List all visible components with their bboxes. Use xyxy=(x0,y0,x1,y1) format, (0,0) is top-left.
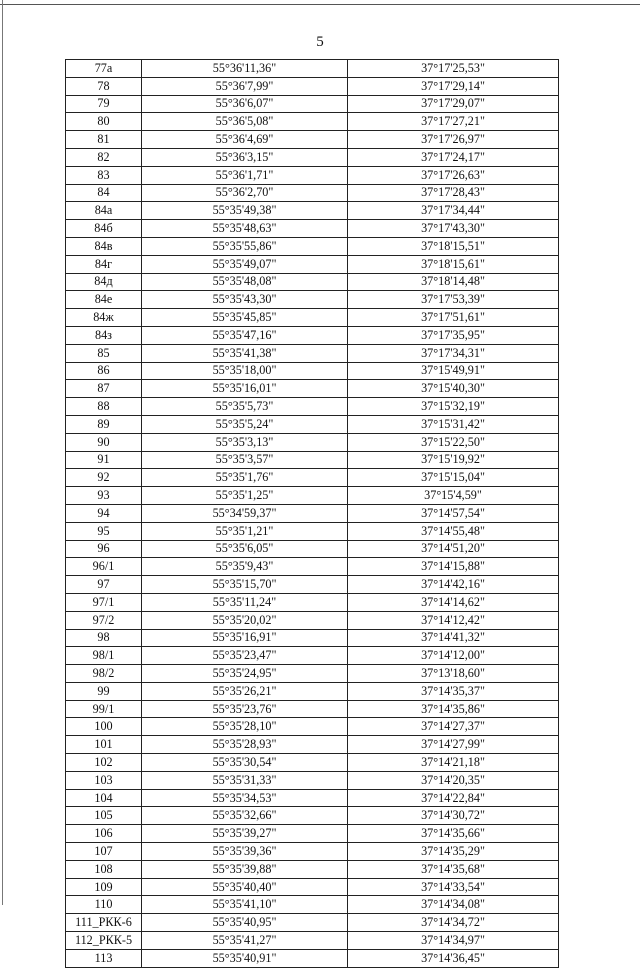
latitude-cell: 55°35'39,36" xyxy=(142,843,348,861)
longitude-cell: 37°15'31,42" xyxy=(348,415,559,433)
latitude-cell: 55°35'41,38" xyxy=(142,344,348,362)
latitude-cell: 55°35'32,66" xyxy=(142,807,348,825)
longitude-cell: 37°17'29,07" xyxy=(348,95,559,113)
table-row xyxy=(66,237,559,255)
table-row xyxy=(66,184,559,202)
table-row xyxy=(66,718,559,736)
latitude-cell: 55°35'3,13" xyxy=(142,433,348,451)
table-row xyxy=(66,131,559,149)
latitude-cell: 55°36'2,70" xyxy=(142,184,348,202)
longitude-cell: 37°18'15,61" xyxy=(348,255,559,273)
latitude-cell: 55°35'9,43" xyxy=(142,558,348,576)
longitude-cell: 37°17'26,97" xyxy=(348,131,559,149)
point-id-cell: 92 xyxy=(66,469,142,487)
table-row xyxy=(66,807,559,825)
latitude-cell: 55°35'40,95" xyxy=(142,914,348,932)
table-row xyxy=(66,398,559,416)
latitude-cell: 55°35'40,40" xyxy=(142,878,348,896)
latitude-cell: 55°35'18,00" xyxy=(142,362,348,380)
point-id-cell: 98/1 xyxy=(66,647,142,665)
point-id-cell: 88 xyxy=(66,398,142,416)
table-row xyxy=(66,949,559,967)
point-id-cell: 98 xyxy=(66,629,142,647)
table-row xyxy=(66,291,559,309)
longitude-cell: 37°17'53,39" xyxy=(348,291,559,309)
table-row xyxy=(66,148,559,166)
longitude-cell: 37°14'33,54" xyxy=(348,878,559,896)
point-id-cell: 96/1 xyxy=(66,558,142,576)
longitude-cell: 37°14'41,32" xyxy=(348,629,559,647)
table-row xyxy=(66,736,559,754)
longitude-cell: 37°17'26,63" xyxy=(348,166,559,184)
point-id-cell: 98/2 xyxy=(66,665,142,683)
point-id-cell: 113 xyxy=(66,949,142,967)
point-id-cell: 111_РКК-6 xyxy=(66,914,142,932)
latitude-cell: 55°36'1,71" xyxy=(142,166,348,184)
longitude-cell: 37°15'15,04" xyxy=(348,469,559,487)
point-id-cell: 84з xyxy=(66,326,142,344)
point-id-cell: 84г xyxy=(66,255,142,273)
latitude-cell: 55°35'6,05" xyxy=(142,540,348,558)
longitude-cell: 37°14'35,66" xyxy=(348,825,559,843)
longitude-cell: 37°14'35,37" xyxy=(348,682,559,700)
latitude-cell: 55°35'49,38" xyxy=(142,202,348,220)
coordinates-table-body xyxy=(66,60,559,968)
top-edge-rule xyxy=(0,4,640,5)
table-row xyxy=(66,522,559,540)
table-row xyxy=(66,593,559,611)
table-row xyxy=(66,220,559,238)
latitude-cell: 55°36'4,69" xyxy=(142,131,348,149)
latitude-cell: 55°35'43,30" xyxy=(142,291,348,309)
longitude-cell: 37°15'19,92" xyxy=(348,451,559,469)
point-id-cell: 100 xyxy=(66,718,142,736)
latitude-cell: 55°35'48,63" xyxy=(142,220,348,238)
table-row xyxy=(66,60,559,78)
longitude-cell: 37°14'57,54" xyxy=(348,504,559,522)
latitude-cell: 55°35'3,57" xyxy=(142,451,348,469)
longitude-cell: 37°15'4,59" xyxy=(348,487,559,505)
table-row xyxy=(66,326,559,344)
point-id-cell: 94 xyxy=(66,504,142,522)
table-row xyxy=(66,487,559,505)
table-row xyxy=(66,914,559,932)
point-id-cell: 99/1 xyxy=(66,700,142,718)
table-row xyxy=(66,754,559,772)
latitude-cell: 55°35'34,53" xyxy=(142,789,348,807)
longitude-cell: 37°14'21,18" xyxy=(348,754,559,772)
table-row xyxy=(66,362,559,380)
longitude-cell: 37°18'14,48" xyxy=(348,273,559,291)
point-id-cell: 96 xyxy=(66,540,142,558)
point-id-cell: 106 xyxy=(66,825,142,843)
point-id-cell: 85 xyxy=(66,344,142,362)
longitude-cell: 37°17'35,95" xyxy=(348,326,559,344)
point-id-cell: 97/1 xyxy=(66,593,142,611)
point-id-cell: 84а xyxy=(66,202,142,220)
point-id-cell: 84е xyxy=(66,291,142,309)
latitude-cell: 55°35'48,08" xyxy=(142,273,348,291)
table-row xyxy=(66,433,559,451)
point-id-cell: 90 xyxy=(66,433,142,451)
latitude-cell: 55°35'26,21" xyxy=(142,682,348,700)
latitude-cell: 55°35'41,10" xyxy=(142,896,348,914)
point-id-cell: 84в xyxy=(66,237,142,255)
point-id-cell: 84б xyxy=(66,220,142,238)
latitude-cell: 55°35'47,16" xyxy=(142,326,348,344)
table-row xyxy=(66,878,559,896)
point-id-cell: 110 xyxy=(66,896,142,914)
point-id-cell: 95 xyxy=(66,522,142,540)
table-row xyxy=(66,504,559,522)
longitude-cell: 37°17'28,43" xyxy=(348,184,559,202)
table-row xyxy=(66,95,559,113)
latitude-cell: 55°34'59,37" xyxy=(142,504,348,522)
latitude-cell: 55°35'30,54" xyxy=(142,754,348,772)
latitude-cell: 55°36'5,08" xyxy=(142,113,348,131)
point-id-cell: 97 xyxy=(66,576,142,594)
point-id-cell: 84ж xyxy=(66,309,142,327)
longitude-cell: 37°14'35,86" xyxy=(348,700,559,718)
point-id-cell: 107 xyxy=(66,843,142,861)
table-row xyxy=(66,166,559,184)
table-row xyxy=(66,825,559,843)
longitude-cell: 37°17'51,61" xyxy=(348,309,559,327)
longitude-cell: 37°14'12,42" xyxy=(348,611,559,629)
longitude-cell: 37°14'20,35" xyxy=(348,771,559,789)
table-row xyxy=(66,558,559,576)
longitude-cell: 37°17'27,21" xyxy=(348,113,559,131)
table-row xyxy=(66,451,559,469)
table-row xyxy=(66,540,559,558)
table-row xyxy=(66,665,559,683)
table-row xyxy=(66,202,559,220)
table-row xyxy=(66,629,559,647)
longitude-cell: 37°17'25,53" xyxy=(348,60,559,78)
longitude-cell: 37°15'32,19" xyxy=(348,398,559,416)
point-id-cell: 82 xyxy=(66,148,142,166)
coordinates-table xyxy=(65,59,559,968)
point-id-cell: 87 xyxy=(66,380,142,398)
latitude-cell: 55°35'39,88" xyxy=(142,860,348,878)
point-id-cell: 78 xyxy=(66,77,142,95)
point-id-cell: 83 xyxy=(66,166,142,184)
longitude-cell: 37°14'12,00" xyxy=(348,647,559,665)
table-row xyxy=(66,682,559,700)
point-id-cell: 101 xyxy=(66,736,142,754)
longitude-cell: 37°14'14,62" xyxy=(348,593,559,611)
point-id-cell: 80 xyxy=(66,113,142,131)
latitude-cell: 55°35'49,07" xyxy=(142,255,348,273)
longitude-cell: 37°17'34,44" xyxy=(348,202,559,220)
table-row xyxy=(66,647,559,665)
point-id-cell: 84д xyxy=(66,273,142,291)
latitude-cell: 55°36'6,07" xyxy=(142,95,348,113)
table-row xyxy=(66,255,559,273)
longitude-cell: 37°14'55,48" xyxy=(348,522,559,540)
latitude-cell: 55°35'45,85" xyxy=(142,309,348,327)
latitude-cell: 55°35'39,27" xyxy=(142,825,348,843)
longitude-cell: 37°18'15,51" xyxy=(348,237,559,255)
point-id-cell: 79 xyxy=(66,95,142,113)
table-row xyxy=(66,700,559,718)
latitude-cell: 55°35'1,25" xyxy=(142,487,348,505)
longitude-cell: 37°15'22,50" xyxy=(348,433,559,451)
latitude-cell: 55°35'31,33" xyxy=(142,771,348,789)
table-row xyxy=(66,415,559,433)
table-row xyxy=(66,860,559,878)
point-id-cell: 97/2 xyxy=(66,611,142,629)
point-id-cell: 77а xyxy=(66,60,142,78)
point-id-cell: 103 xyxy=(66,771,142,789)
latitude-cell: 55°35'16,01" xyxy=(142,380,348,398)
latitude-cell: 55°36'7,99" xyxy=(142,77,348,95)
latitude-cell: 55°35'5,24" xyxy=(142,415,348,433)
latitude-cell: 55°36'3,15" xyxy=(142,148,348,166)
latitude-cell: 55°35'11,24" xyxy=(142,593,348,611)
table-row xyxy=(66,843,559,861)
table-row xyxy=(66,611,559,629)
longitude-cell: 37°17'34,31" xyxy=(348,344,559,362)
point-id-cell: 84 xyxy=(66,184,142,202)
point-id-cell: 104 xyxy=(66,789,142,807)
point-id-cell: 91 xyxy=(66,451,142,469)
table-row xyxy=(66,273,559,291)
longitude-cell: 37°17'43,30" xyxy=(348,220,559,238)
table-row xyxy=(66,344,559,362)
latitude-cell: 55°35'24,95" xyxy=(142,665,348,683)
table-row xyxy=(66,380,559,398)
table-row xyxy=(66,789,559,807)
latitude-cell: 55°35'15,70" xyxy=(142,576,348,594)
latitude-cell: 55°35'28,10" xyxy=(142,718,348,736)
longitude-cell: 37°15'49,91" xyxy=(348,362,559,380)
longitude-cell: 37°13'18,60" xyxy=(348,665,559,683)
point-id-cell: 105 xyxy=(66,807,142,825)
point-id-cell: 86 xyxy=(66,362,142,380)
latitude-cell: 55°35'1,21" xyxy=(142,522,348,540)
latitude-cell: 55°35'5,73" xyxy=(142,398,348,416)
latitude-cell: 55°35'1,76" xyxy=(142,469,348,487)
longitude-cell: 37°14'34,97" xyxy=(348,932,559,950)
latitude-cell: 55°35'55,86" xyxy=(142,237,348,255)
left-edge-rule xyxy=(2,0,3,905)
longitude-cell: 37°14'34,72" xyxy=(348,914,559,932)
longitude-cell: 37°15'40,30" xyxy=(348,380,559,398)
latitude-cell: 55°35'40,91" xyxy=(142,949,348,967)
longitude-cell: 37°14'51,20" xyxy=(348,540,559,558)
longitude-cell: 37°14'15,88" xyxy=(348,558,559,576)
table-row xyxy=(66,932,559,950)
table-row xyxy=(66,77,559,95)
table-row xyxy=(66,469,559,487)
table-row xyxy=(66,771,559,789)
longitude-cell: 37°14'34,08" xyxy=(348,896,559,914)
point-id-cell: 93 xyxy=(66,487,142,505)
longitude-cell: 37°17'24,17" xyxy=(348,148,559,166)
point-id-cell: 102 xyxy=(66,754,142,772)
point-id-cell: 108 xyxy=(66,860,142,878)
table-row xyxy=(66,309,559,327)
page-number: 5 xyxy=(316,34,324,50)
point-id-cell: 89 xyxy=(66,415,142,433)
point-id-cell: 109 xyxy=(66,878,142,896)
longitude-cell: 37°14'36,45" xyxy=(348,949,559,967)
longitude-cell: 37°14'27,37" xyxy=(348,718,559,736)
longitude-cell: 37°14'42,16" xyxy=(348,576,559,594)
point-id-cell: 99 xyxy=(66,682,142,700)
longitude-cell: 37°14'27,99" xyxy=(348,736,559,754)
latitude-cell: 55°35'20,02" xyxy=(142,611,348,629)
point-id-cell: 112_РКК-5 xyxy=(66,932,142,950)
table-row xyxy=(66,113,559,131)
longitude-cell: 37°14'35,68" xyxy=(348,860,559,878)
longitude-cell: 37°17'29,14" xyxy=(348,77,559,95)
point-id-cell: 81 xyxy=(66,131,142,149)
longitude-cell: 37°14'30,72" xyxy=(348,807,559,825)
table-row xyxy=(66,576,559,594)
longitude-cell: 37°14'22,84" xyxy=(348,789,559,807)
latitude-cell: 55°35'23,47" xyxy=(142,647,348,665)
longitude-cell: 37°14'35,29" xyxy=(348,843,559,861)
latitude-cell: 55°35'16,91" xyxy=(142,629,348,647)
latitude-cell: 55°36'11,36" xyxy=(142,60,348,78)
latitude-cell: 55°35'23,76" xyxy=(142,700,348,718)
latitude-cell: 55°35'41,27" xyxy=(142,932,348,950)
latitude-cell: 55°35'28,93" xyxy=(142,736,348,754)
